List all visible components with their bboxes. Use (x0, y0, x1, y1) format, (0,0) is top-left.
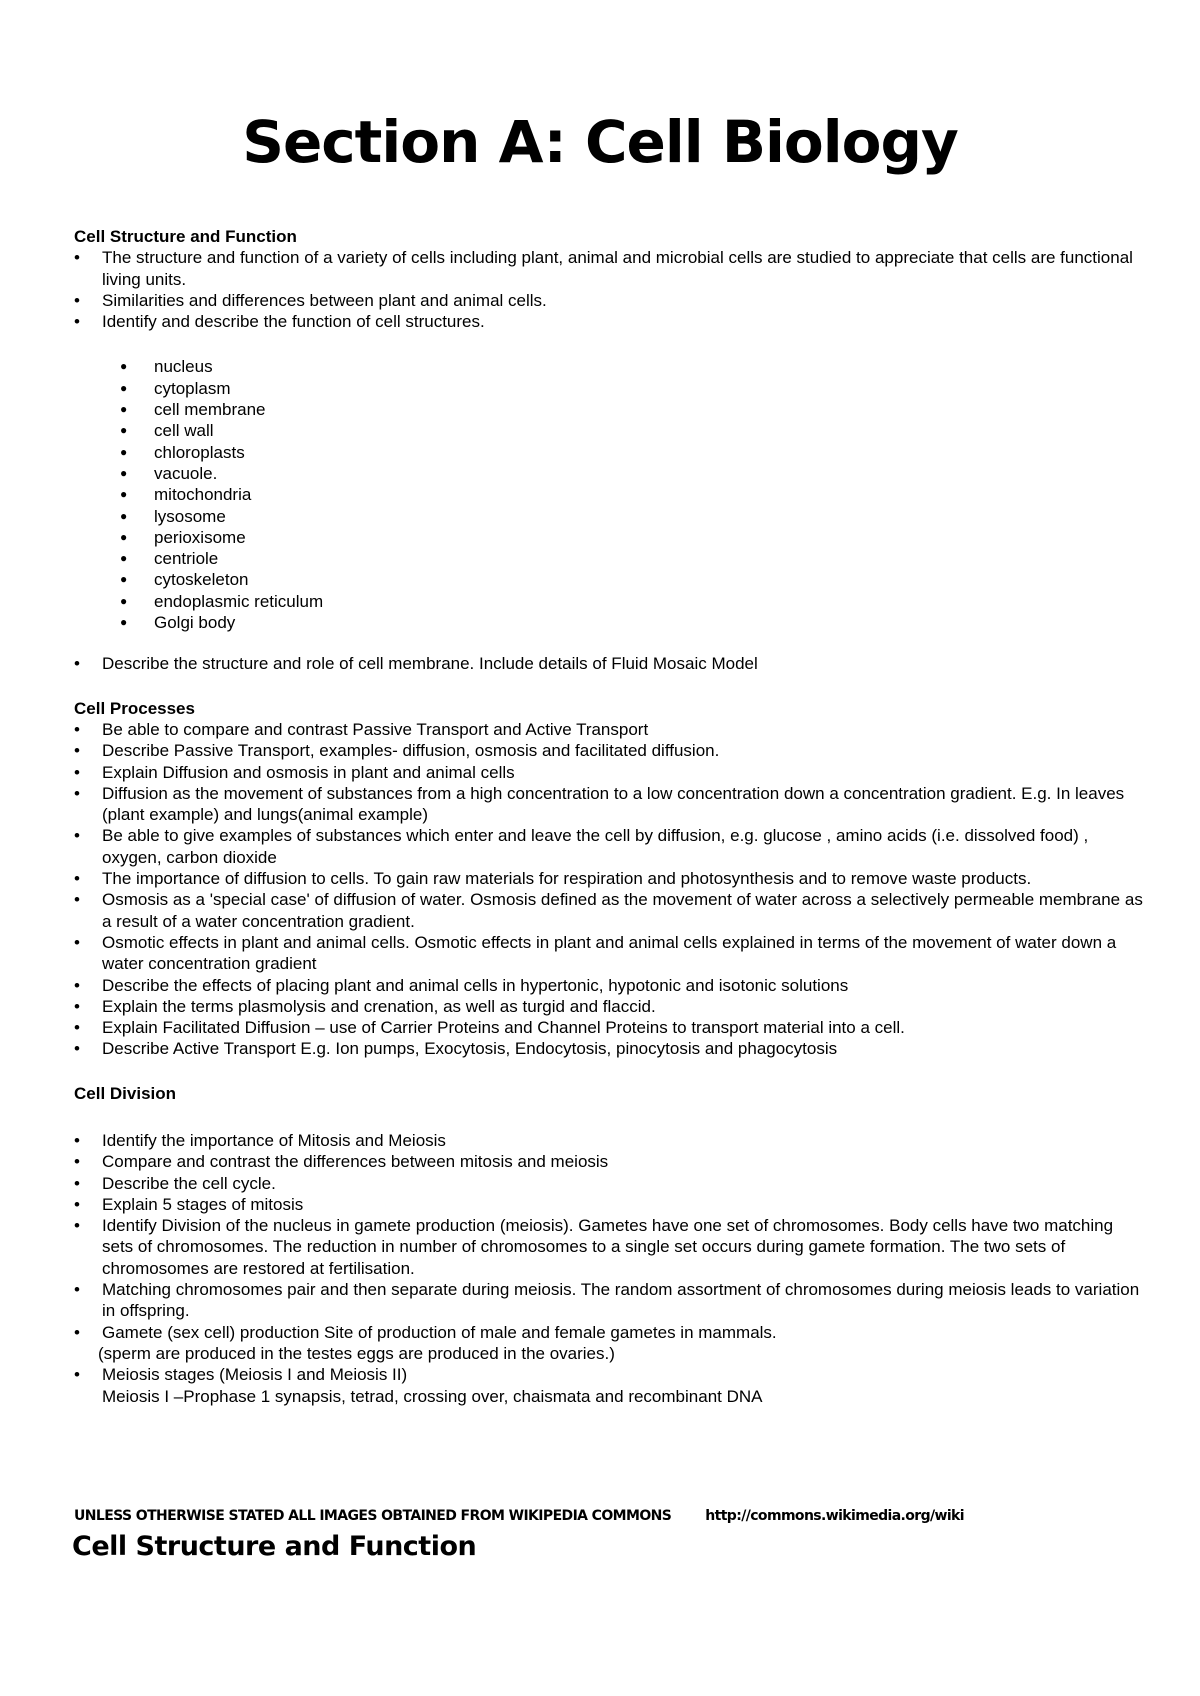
list-item: ● perioxisome (74, 527, 1144, 548)
section-heading-processes: Cell Processes (74, 698, 195, 718)
structure-bullet-list (74, 247, 1144, 332)
section-heading-division: Cell Division (74, 1083, 177, 1103)
list-item: ● mitochondria (74, 484, 1144, 505)
image-credit-text: UNLESS OTHERWISE STATED ALL IMAGES OBTAINED FROM WIKIPEDIA COMMONS (74, 1508, 672, 1524)
page-title: Section A: Cell Biology (242, 108, 958, 176)
meiosis-detail: Meiosis I –Prophase 1 synapsis, tetrad, crossing over, chaismata and recombinant DNA (102, 1386, 763, 1406)
list-item: • Describe the cell cycle. (74, 1173, 1144, 1194)
list-item: • Osmotic effects in plant and animal cells. Osmotic effects in plant and animal cells explained in terms of the movement of water down a water concentration gradient (74, 932, 1144, 975)
list-item: ● vacuole. (74, 463, 1144, 484)
list-item: • Diffusion as the movement of substances from a high concentration to a low concentration down a concentration gradient. E.g. In leaves (plant example) and lungs(animal example) (74, 783, 1144, 826)
list-item: • Describe the effects of placing plant and animal cells in hypertonic, hypotonic and isotonic solutions (74, 975, 1144, 996)
image-credit-note (74, 1508, 964, 1524)
list-item: • Identify Division of the nucleus in gamete production (meiosis). Gametes have one set of chromosomes. Body cells have two matching sets of chromosomes. The reduction in number of chromosomes to a single set occurs during gamete formation. The two sets of chromosomes are restored at fertilisation. (74, 1215, 1144, 1279)
list-item: ● endoplasmic reticulum (74, 591, 1144, 612)
list-item: ● chloroplasts (74, 442, 1144, 463)
list-item: • Describe the structure and role of cell membrane. Include details of Fluid Mosaic Model (74, 653, 1144, 674)
list-item: ● cell membrane (74, 399, 1144, 420)
list-item: • Describe Passive Transport, examples- diffusion, osmosis and facilitated diffusion. (74, 740, 1144, 761)
section-heading-structure: Cell Structure and Function (74, 227, 297, 246)
list-item: • Compare and contrast the differences between mitosis and meiosis (74, 1151, 1144, 1172)
list-item: • The structure and function of a variety of cells including plant, animal and microbial cells are studied to appreciate that cells are functional living units. (74, 247, 1144, 290)
meiosis-bullet-list (74, 1364, 1144, 1385)
list-item: • Explain 5 stages of mitosis (74, 1194, 1144, 1215)
list-item: • Identify and describe the function of cell structures. (74, 311, 1144, 332)
gamete-note: (sperm are produced in the testes eggs are produced in the ovaries.) (98, 1343, 615, 1363)
list-item: • The importance of diffusion to cells. To gain raw materials for respiration and photosynthesis and to remove waste products. (74, 868, 1144, 889)
processes-bullet-list (74, 719, 1144, 1060)
wikimedia-link[interactable]: http://commons.wikimedia.org/wiki (705, 1508, 964, 1524)
list-item: ● cell wall (74, 420, 1144, 441)
list-item: • Osmosis as a 'special case' of diffusion of water. Osmosis defined as the movement of water across a selectively permeable membrane as a result of a water concentration gradient. (74, 889, 1144, 932)
list-item: • Be able to give examples of substances which enter and leave the cell by diffusion, e.g. glucose , amino acids (i.e. dissolved food) , oxygen, carbon dioxide (74, 825, 1144, 868)
list-item: ● lysosome (74, 506, 1144, 527)
list-item: • Describe Active Transport E.g. Ion pumps, Exocytosis, Endocytosis, pinocytosis and phagocytosis (74, 1038, 1144, 1059)
cell-structures-list (74, 356, 1144, 633)
list-item: • Explain Diffusion and osmosis in plant and animal cells (74, 762, 1144, 783)
list-item: • Be able to compare and contrast Passive Transport and Active Transport (74, 719, 1144, 740)
list-item: • Gamete (sex cell) production Site of production of male and female gametes in mammals. (74, 1322, 1144, 1343)
list-item: ● Golgi body (74, 612, 1144, 633)
division-bullet-list (74, 1130, 1144, 1343)
list-item: • Identify the importance of Mitosis and Meiosis (74, 1130, 1144, 1151)
next-section-heading: Cell Structure and Function (72, 1531, 477, 1562)
list-item: ● cytoplasm (74, 378, 1144, 399)
list-item: • Meiosis stages (Meiosis I and Meiosis II) (74, 1364, 1144, 1385)
list-item: • Explain the terms plasmolysis and crenation, as well as turgid and flaccid. (74, 996, 1144, 1017)
structure-final-bullet (74, 653, 1144, 674)
document-body (74, 226, 1144, 1407)
list-item: • Explain Facilitated Diffusion – use of Carrier Proteins and Channel Proteins to transport material into a cell. (74, 1017, 1144, 1038)
list-item: ● nucleus (74, 356, 1144, 377)
list-item: • Similarities and differences between plant and animal cells. (74, 290, 1144, 311)
list-item: • Matching chromosomes pair and then separate during meiosis. The random assortment of chromosomes during meiosis leads to variation in offspring. (74, 1279, 1144, 1322)
list-item: ● centriole (74, 548, 1144, 569)
list-item: ● cytoskeleton (74, 569, 1144, 590)
